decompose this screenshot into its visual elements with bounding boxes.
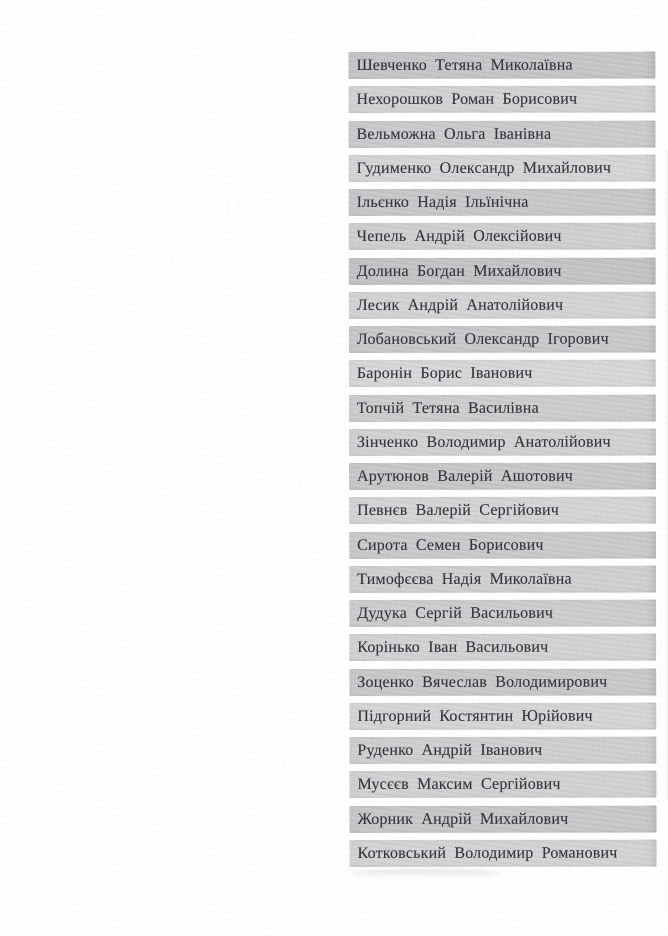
list-item — [349, 189, 656, 216]
person-name: Лобановський Олександр Ігорович — [356, 330, 609, 348]
person-name: Гудименко Олександр Михайлович — [356, 159, 612, 177]
list-item — [349, 360, 656, 387]
list-item — [349, 532, 656, 559]
person-name: Зоценко Вячеслав Володимирович — [357, 673, 608, 691]
person-name: Певнєв Валерій Сергійович — [357, 501, 559, 519]
list-item — [348, 86, 655, 113]
person-name: Арутюнов Валерій Ашотович — [356, 467, 574, 485]
person-name: Жорник Андрій Михайлович — [357, 810, 569, 828]
person-name: Тимофєєва Надія Миколаївна — [357, 570, 572, 588]
person-name: Вельможна Ольга Іванівна — [356, 125, 552, 143]
person-name: Долина Богдан Михайлович — [356, 262, 562, 280]
person-name: Мусєєв Максим Сергійович — [357, 775, 561, 793]
list-item — [349, 806, 656, 833]
list-item — [349, 463, 656, 490]
person-name: Баронін Борис Іванович — [356, 364, 533, 382]
person-name: Чепель Андрій Олексійович — [356, 227, 562, 245]
list-item — [349, 292, 656, 319]
list-item — [349, 771, 656, 798]
person-name: Ільєнко Надія Ільїнічна — [356, 193, 529, 211]
person-name: Підгорний Костянтин Юрійович — [357, 707, 593, 725]
person-name: Шевченко Тетяна Миколаївна — [356, 56, 573, 74]
list-item — [349, 634, 656, 661]
list-item — [349, 737, 656, 764]
list-item — [349, 395, 656, 422]
person-name: Сирота Семен Борисович — [357, 536, 544, 554]
list-item — [350, 840, 657, 867]
list-item — [349, 121, 656, 148]
person-name: Зінченко Володимир Анатолійович — [356, 433, 611, 451]
person-name: Корінько Іван Васильович — [357, 638, 549, 656]
scan-smudge-artifact — [350, 869, 500, 878]
person-name: Лесик Андрій Анатолійович — [356, 296, 564, 314]
list-item — [349, 223, 656, 250]
person-name: Топчій Тетяна Василівна — [356, 399, 539, 417]
person-name: Котковський Володимир Романович — [357, 844, 618, 862]
person-name: Дудука Сергій Васильович — [357, 604, 554, 622]
list-item — [349, 703, 656, 730]
list-item — [349, 669, 656, 696]
list-item — [349, 566, 656, 593]
person-name: Руденко Андрій Іванович — [357, 741, 543, 759]
list-item — [349, 429, 656, 456]
list-item — [349, 155, 656, 182]
list-item — [349, 258, 656, 285]
list-item — [349, 497, 656, 524]
person-name: Нехорошков Роман Борисович — [356, 90, 578, 108]
list-item — [349, 600, 656, 627]
list-item — [348, 52, 655, 79]
list-item — [349, 326, 656, 353]
